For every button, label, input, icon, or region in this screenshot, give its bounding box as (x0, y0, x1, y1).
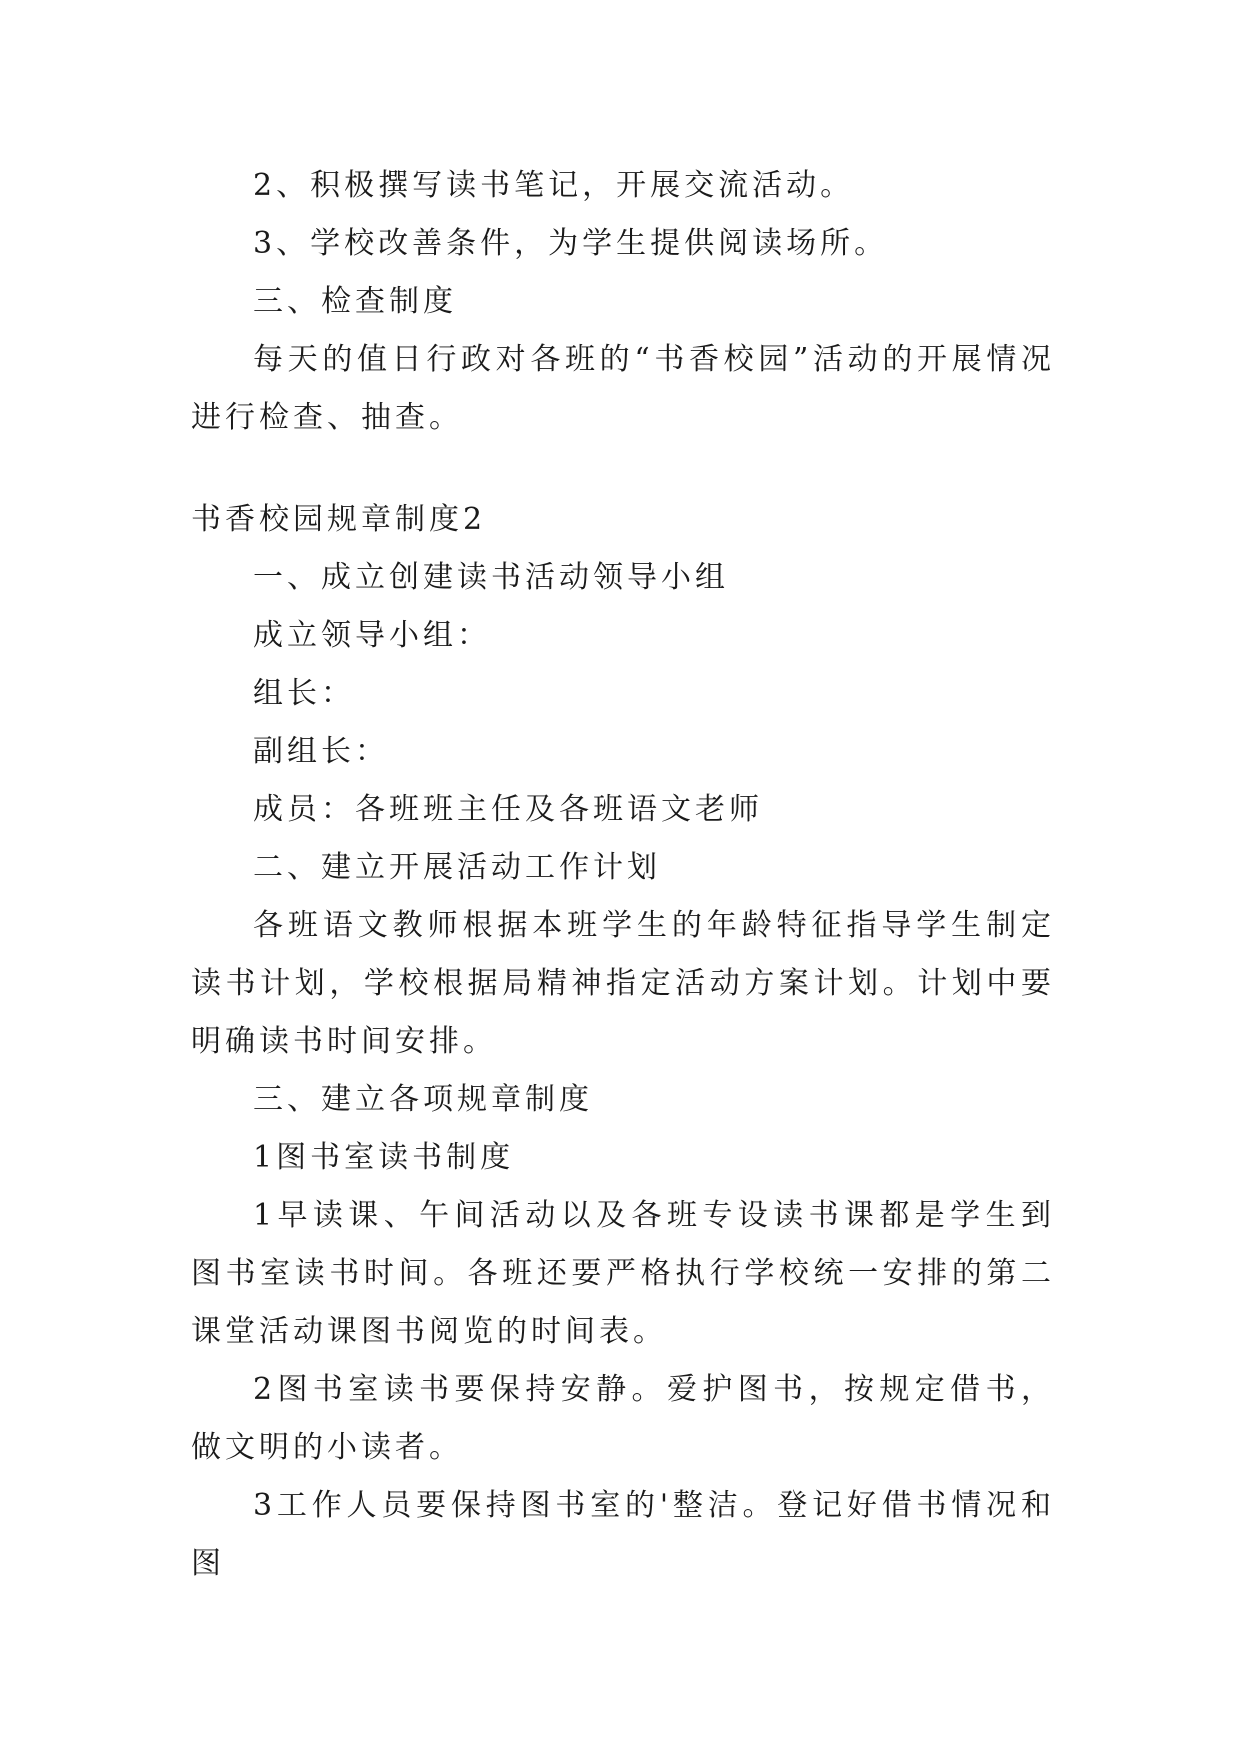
paragraph: 2图书室读书要保持安静。爱护图书，按规定借书，做文明的小读者。 (191, 1372, 1055, 1465)
section-title: 书香校园规章制度2 (191, 502, 487, 537)
section-spacer (191, 447, 1055, 491)
paragraph: 每天的值日行政对各班的“书香校园”活动的开展情况进行检查、抽查。 (191, 342, 1055, 435)
paragraph: 组长： (253, 676, 355, 711)
paragraph: 各班语文教师根据本班学生的年龄特征指导学生制定读书计划，学校根据局精神指定活动方案计划。计划中要明确读书时间安排。 (191, 908, 1055, 1059)
paragraph: 成立领导小组： (253, 618, 491, 653)
document-body (191, 157, 1055, 1593)
section-heading: 三、建立各项规章制度 (253, 1082, 593, 1117)
paragraph: 副组长： (253, 734, 389, 769)
section-heading: 二、建立开展活动工作计划 (253, 850, 661, 885)
paragraph: 成员：各班班主任及各班语文老师 (253, 792, 763, 827)
paragraph: 2、积极撰写读书笔记，开展交流活动。 (253, 168, 855, 203)
subsection-heading: 1图书室读书制度 (253, 1140, 515, 1175)
paragraph: 3工作人员要保持图书室的'整洁。登记好借书情况和图 (191, 1488, 1055, 1581)
section-heading: 三、检查制度 (253, 284, 457, 319)
section-heading: 一、成立创建读书活动领导小组 (253, 560, 729, 595)
paragraph: 1早读课、午间活动以及各班专设读书课都是学生到图书室读书时间。各班还要严格执行学校统一安排的第二课堂活动课图书阅览的时间表。 (191, 1198, 1055, 1349)
paragraph: 3、学校改善条件，为学生提供阅读场所。 (253, 226, 889, 261)
